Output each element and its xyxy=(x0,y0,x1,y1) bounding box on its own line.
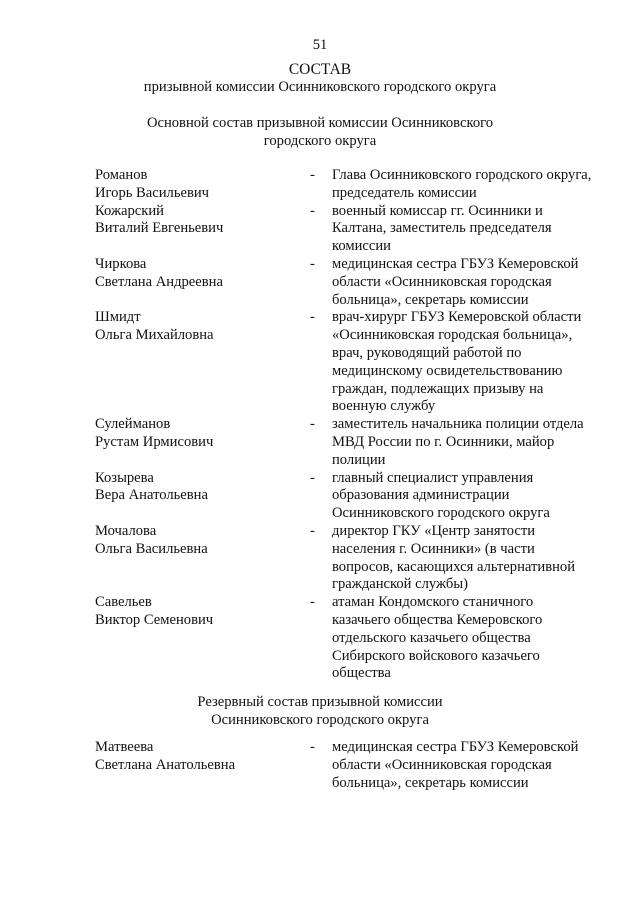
reserve-section-heading xyxy=(0,694,640,730)
member-row xyxy=(95,256,595,309)
member-role: атаман Кондомского станичного казачьего общества Кемеровского отдельского казачьего общества Сибирского войскового казачьего общества xyxy=(332,594,543,682)
member-name xyxy=(95,739,310,792)
member-role: медицинская сестра ГБУЗ Кемеровской области «Осинниковская городская больница», секретарь комиссии xyxy=(332,255,579,308)
member-dash: - xyxy=(310,167,315,183)
member-dash: - xyxy=(310,739,315,755)
member-row xyxy=(95,470,595,523)
reserve-section-heading-line: Резервный состав призывной комиссии xyxy=(197,694,443,710)
main-members-list xyxy=(95,167,595,683)
member-row xyxy=(95,203,595,256)
reserve-section-heading-line: Осинниковского городского округа xyxy=(211,711,429,728)
member-role: заместитель начальника полиции отдела МВД России по г. Осинники, майор полиции xyxy=(332,416,584,468)
member-given-names: Рустам Ирмисович xyxy=(95,433,214,450)
member-given-names: Ольга Васильевна xyxy=(95,540,208,557)
document-title: СОСТАВ xyxy=(288,61,352,78)
member-role: Глава Осинниковского городского округа, председатель комиссии xyxy=(332,167,592,201)
member-given-names: Светлана Анатольевна xyxy=(95,756,236,773)
reserve-members-list xyxy=(95,739,595,792)
member-name xyxy=(95,416,310,469)
member-dash: - xyxy=(310,309,315,326)
member-given-names: Виталий Евгеньевич xyxy=(95,220,224,237)
member-surname: Сулейманов xyxy=(95,416,171,433)
member-dash: - xyxy=(310,522,315,539)
member-surname: Романов xyxy=(95,167,148,183)
member-row xyxy=(95,594,595,683)
member-surname: Чиркова xyxy=(95,255,147,272)
main-section-heading xyxy=(0,115,640,151)
member-name xyxy=(95,470,310,523)
document-subtitle: призывной комиссии Осинниковского городского округа xyxy=(143,79,497,95)
member-row xyxy=(95,309,595,416)
member-name xyxy=(95,256,310,309)
member-dash: - xyxy=(310,255,315,272)
member-surname: Козырева xyxy=(95,469,154,486)
member-role: главный специалист управления образования администрации Осинниковского городского округа xyxy=(332,469,550,522)
member-name xyxy=(95,523,310,594)
member-dash: - xyxy=(310,416,315,433)
main-section-heading-line: Основной состав призывной комиссии Осинниковского xyxy=(146,115,494,131)
member-surname: Шмидт xyxy=(95,309,141,326)
member-role: медицинская сестра ГБУЗ Кемеровской области «Осинниковская городская больница», секретарь комиссии xyxy=(332,739,579,791)
member-dash: - xyxy=(310,469,315,486)
member-name xyxy=(95,167,310,203)
member-name xyxy=(95,203,310,256)
member-role: военный комиссар гг. Осинники и Калтана, заместитель председателя комиссии xyxy=(332,202,552,255)
member-given-names: Игорь Васильевич xyxy=(95,184,210,201)
member-surname: Мочалова xyxy=(95,522,157,539)
member-surname: Савельев xyxy=(95,594,152,611)
member-given-names: Вера Анатольевна xyxy=(95,487,208,504)
page-number: 51 xyxy=(312,37,328,53)
member-row xyxy=(95,739,595,792)
member-dash: - xyxy=(310,594,315,611)
member-row xyxy=(95,416,595,469)
member-given-names: Ольга Михайловна xyxy=(95,327,214,344)
member-role: врач-хирург ГБУЗ Кемеровской области «Осинниковская городская больница», врач, руководящий работой по медицинскому освидетельствованию граждан, подлежащих призыву на военную службу xyxy=(332,309,582,415)
member-row xyxy=(95,523,595,594)
member-name xyxy=(95,594,310,683)
member-row xyxy=(95,167,595,203)
member-name xyxy=(95,309,310,416)
member-given-names: Виктор Семенович xyxy=(95,611,214,628)
member-surname: Матвеева xyxy=(95,739,154,755)
member-role: директор ГКУ «Центр занятости населения г. Осинники» (в части вопросов, касающихся альтернативной гражданской службы) xyxy=(332,522,576,593)
member-surname: Кожарский xyxy=(95,202,164,219)
member-dash: - xyxy=(310,202,315,219)
member-given-names: Светлана Андреевна xyxy=(95,273,223,290)
main-section-heading-line: городского округа xyxy=(263,132,377,149)
